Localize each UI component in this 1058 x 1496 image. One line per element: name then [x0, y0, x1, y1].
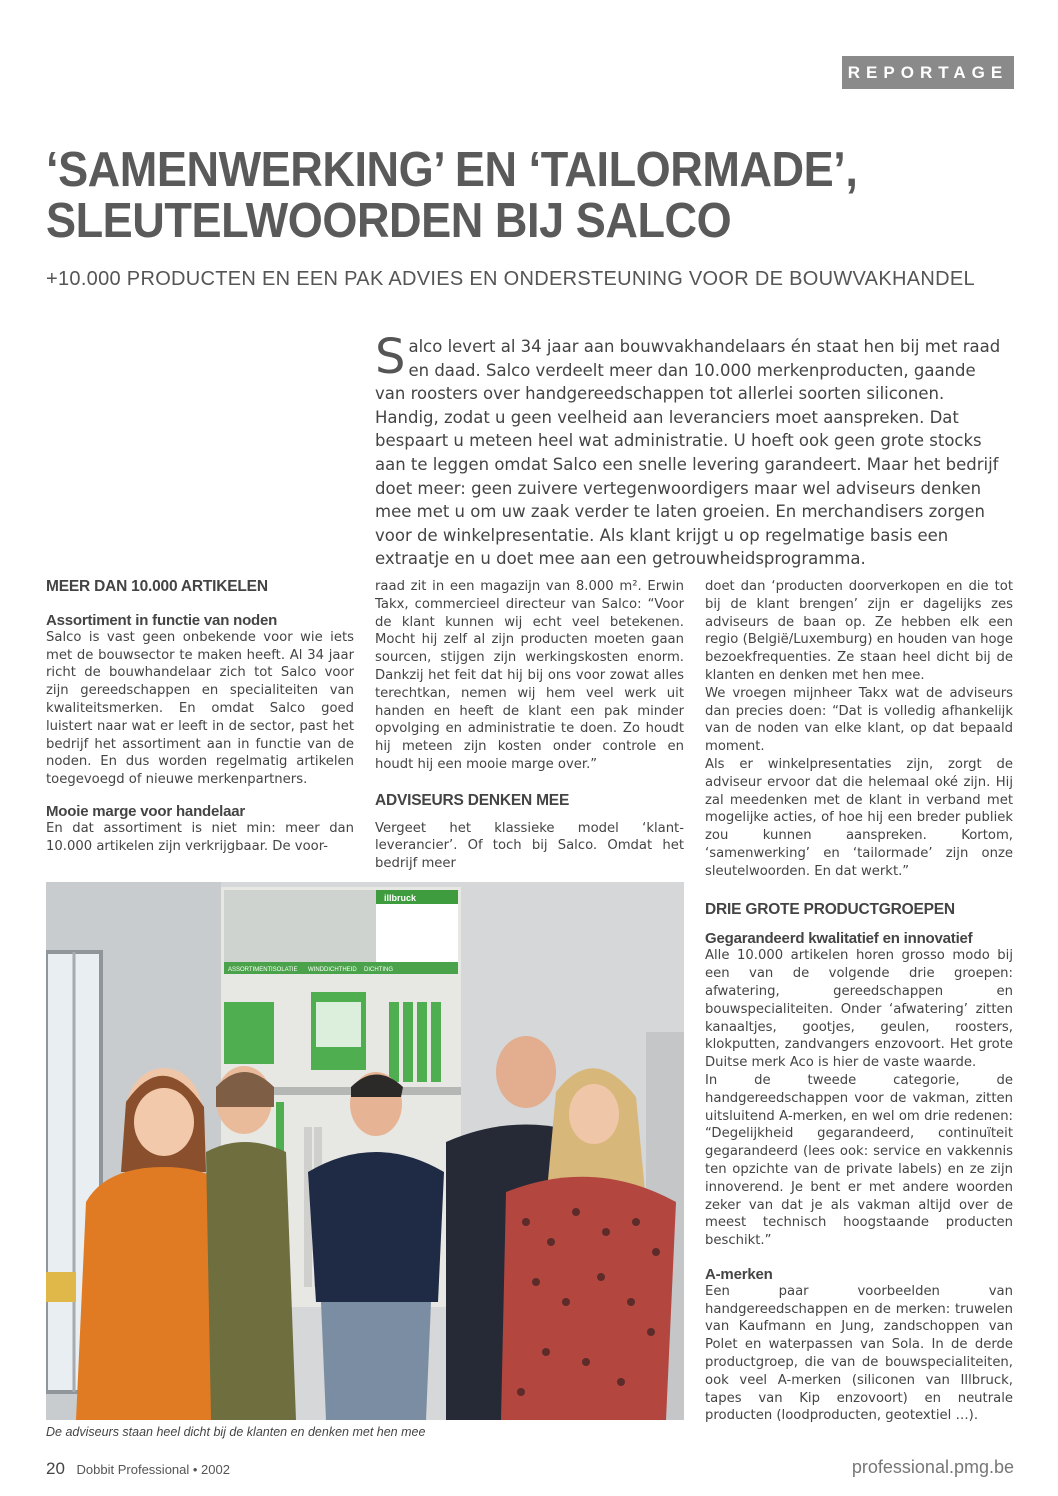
photo-caption: De adviseurs staan heel dicht bij de klanten en denken met hen mee: [46, 1425, 426, 1439]
shelf-label: DICHTING: [364, 967, 393, 973]
paragraph: Als er winkelpresentaties zijn, zorgt de adviseur ervoor dat die helemaal oké zijn. Hij zal meedenken met de klant in verband met mogelijke acties, of hoe hij een breder publiek zou kunnen aanspreken. Kortom, ‘samenwerking’ en ‘tailormade’ zijn onze sleutelwoorden. En dat werkt.”: [705, 756, 1013, 879]
paragraph: Vergeet het klassieke model ‘klant-leverancier’. Of toch bij Salco. Omdat het bedrijf meer: [375, 820, 684, 872]
title-line-1: ‘SAMENWERKING’ EN ‘TAILORMADE’,: [46, 143, 858, 197]
paragraph: doet dan ‘producten doorverkopen en die tot bij de klant brengen’ zijn er dagelijks zes adviseurs de baan op. Ze hebben elk een regio (België/Luxemburg) en houden van hoge bezoekfrequenties. Ze staan heel dicht bij de klanten en denken met hen mee.: [705, 579, 1013, 683]
subheading: A-merken: [705, 1265, 773, 1283]
drop-cap: S: [375, 329, 406, 385]
subheading: Assortiment in functie van noden: [46, 611, 278, 629]
shelf-label: WINDDICHTHEID: [308, 967, 357, 973]
paragraph: Salco is vast geen onbekende voor wie iets met de bouwsector te maken heeft. Al 34 jaar richt de bouwhandelaar zich tot Salco voor zijn gereedschappen en specialiteiten van kwaliteitsmerken. En omdat Salco goed luistert naar wat er leeft in de sector, past het bedrijf het assortiment aan in functie van de noden. En dus worden regelmatig artikelen toegevoegd of nieuwe merkenpartners.: [46, 629, 354, 788]
footer-left: [46, 1459, 230, 1479]
section-heading: MEER DAN 10.000 ARTIKELEN: [46, 578, 268, 595]
subheading: Gegarandeerd kwalitatief en innovatief: [705, 930, 973, 948]
intro-text: alco levert al 34 jaar aan bouwvakhandelaars én staat hen bij met raad en daad. Salco verdeelt meer dan 10.000 merkenproducten, gaande van roosters over handgereedschappen tot allerlei soorten siliconen. Handig, zodat u geen veelheid aan leveranciers moet aanspreken. Dat bespaart u meteen heel wat administratie. U hoeft ook geen grote stocks aan te leggen omdat Salco een snelle levering garandeert. Maar het bedrijf doet meer: geen zuivere vertegenwoordigers maar wel adviseurs denken mee met u om uw zaak verder te laten groeien. En merchandisers zorgen voor de winkelpresentatie. Als klant krijgt u op regelmatige basis een extraatje en u doet mee aan een getrouwheidsprogramma.: [375, 337, 1001, 569]
section-heading: ADVISEURS DENKEN MEE: [375, 791, 570, 809]
paragraph: We vroegen mijnheer Takx wat de adviseurs dan precies doen: “Dat is volledig afhankelijk van de noden van elke klant, op dat bepaald moment.: [705, 685, 1013, 755]
column-1: [46, 578, 354, 856]
paragraph: Een paar voorbeelden van handgereedschappen en de merken: truwelen van Kaufmann en Jung, zandschoppen van Polet en waterpassen van Sola. In de derde productgroep, die van de bouwspecialiteiten, ook veel A-merken (siliconen van Illbruck, tapes van Kip enzovoort) en neutrale producten (loodproducten, geotextiel …).: [705, 1283, 1013, 1424]
column-2: [375, 578, 684, 873]
team-photo: [46, 882, 684, 1420]
title-line-2: SLEUTELWOORDEN BIJ SALCO: [46, 194, 732, 248]
page-number: 20: [46, 1459, 65, 1478]
section-heading: DRIE GROTE PRODUCTGROEPEN: [705, 900, 955, 918]
footer-url[interactable]: professional.pmg.be: [851, 1457, 1014, 1477]
publication-name: Dobbit Professional • 2002: [76, 1462, 230, 1477]
intro-paragraph: [375, 329, 1007, 571]
section-tag: REPORTAGE: [842, 56, 1014, 89]
paragraph: In de tweede categorie, de handgereedschappen voor de vakman, zitten uitsluitend A-merken, en wel om drie redenen: “Degelijkheid gegarandeerd, continuïteit gegarandeerd (lees ook: service en vakkennis ten opzichte van de private labels) en ze zijn innoverend. Je bent er met andere woorden zeker van dat je als vakman altijd over de meest technisch hoogstaande producten beschikt.”: [705, 1072, 1013, 1249]
paragraph: En dat assortiment is niet min: meer dan 10.000 artikelen zijn verkrijgbaar. De voor-: [46, 820, 354, 854]
brand-sign-text: illbruck: [384, 893, 417, 903]
article-subtitle: +10.000 PRODUCTEN EN EEN PAK ADVIES EN ONDERSTEUNING VOOR DE BOUWVAKHANDEL: [46, 268, 975, 290]
shelf-label: ISOLATIE: [271, 967, 298, 973]
shelf-label: ASSORTIMENT: [228, 967, 272, 973]
column-3: [705, 578, 1013, 1425]
subheading: Mooie marge voor handelaar: [46, 802, 246, 820]
paragraph: Alle 10.000 artikelen horen grosso modo bij een van de volgende drie groepen: afwatering, gereedschappen en bouwspecialiteiten. Onder ‘afwatering’ zitten kanaaltjes, gootjes, geulen, roosters, klokputten, zandvangers enzovoort. Het grote Duitse merk Aco is hier de vaste waarde.: [705, 948, 1013, 1071]
article-title: [46, 145, 948, 247]
photo-illustration: [46, 882, 684, 1420]
paragraph: raad zit in een magazijn van 8.000 m². Erwin Takx, commercieel directeur van Salco: “Voor de klant kunnen wij echt veel betekenen. Mocht hij zelf al zijn producten moeten gaan sourcen, stijgen zijn werkingskosten enorm. Dankzij het feit dat hij bij ons voor zowat alles terechtkan, nemen wij hem veel werk uit handen en heeft de klant een pak minder opvolging en administratie te doen. Zo houdt hij meteen zijn kosten onder controle en houdt hij een mooie marge over.”: [375, 579, 684, 772]
